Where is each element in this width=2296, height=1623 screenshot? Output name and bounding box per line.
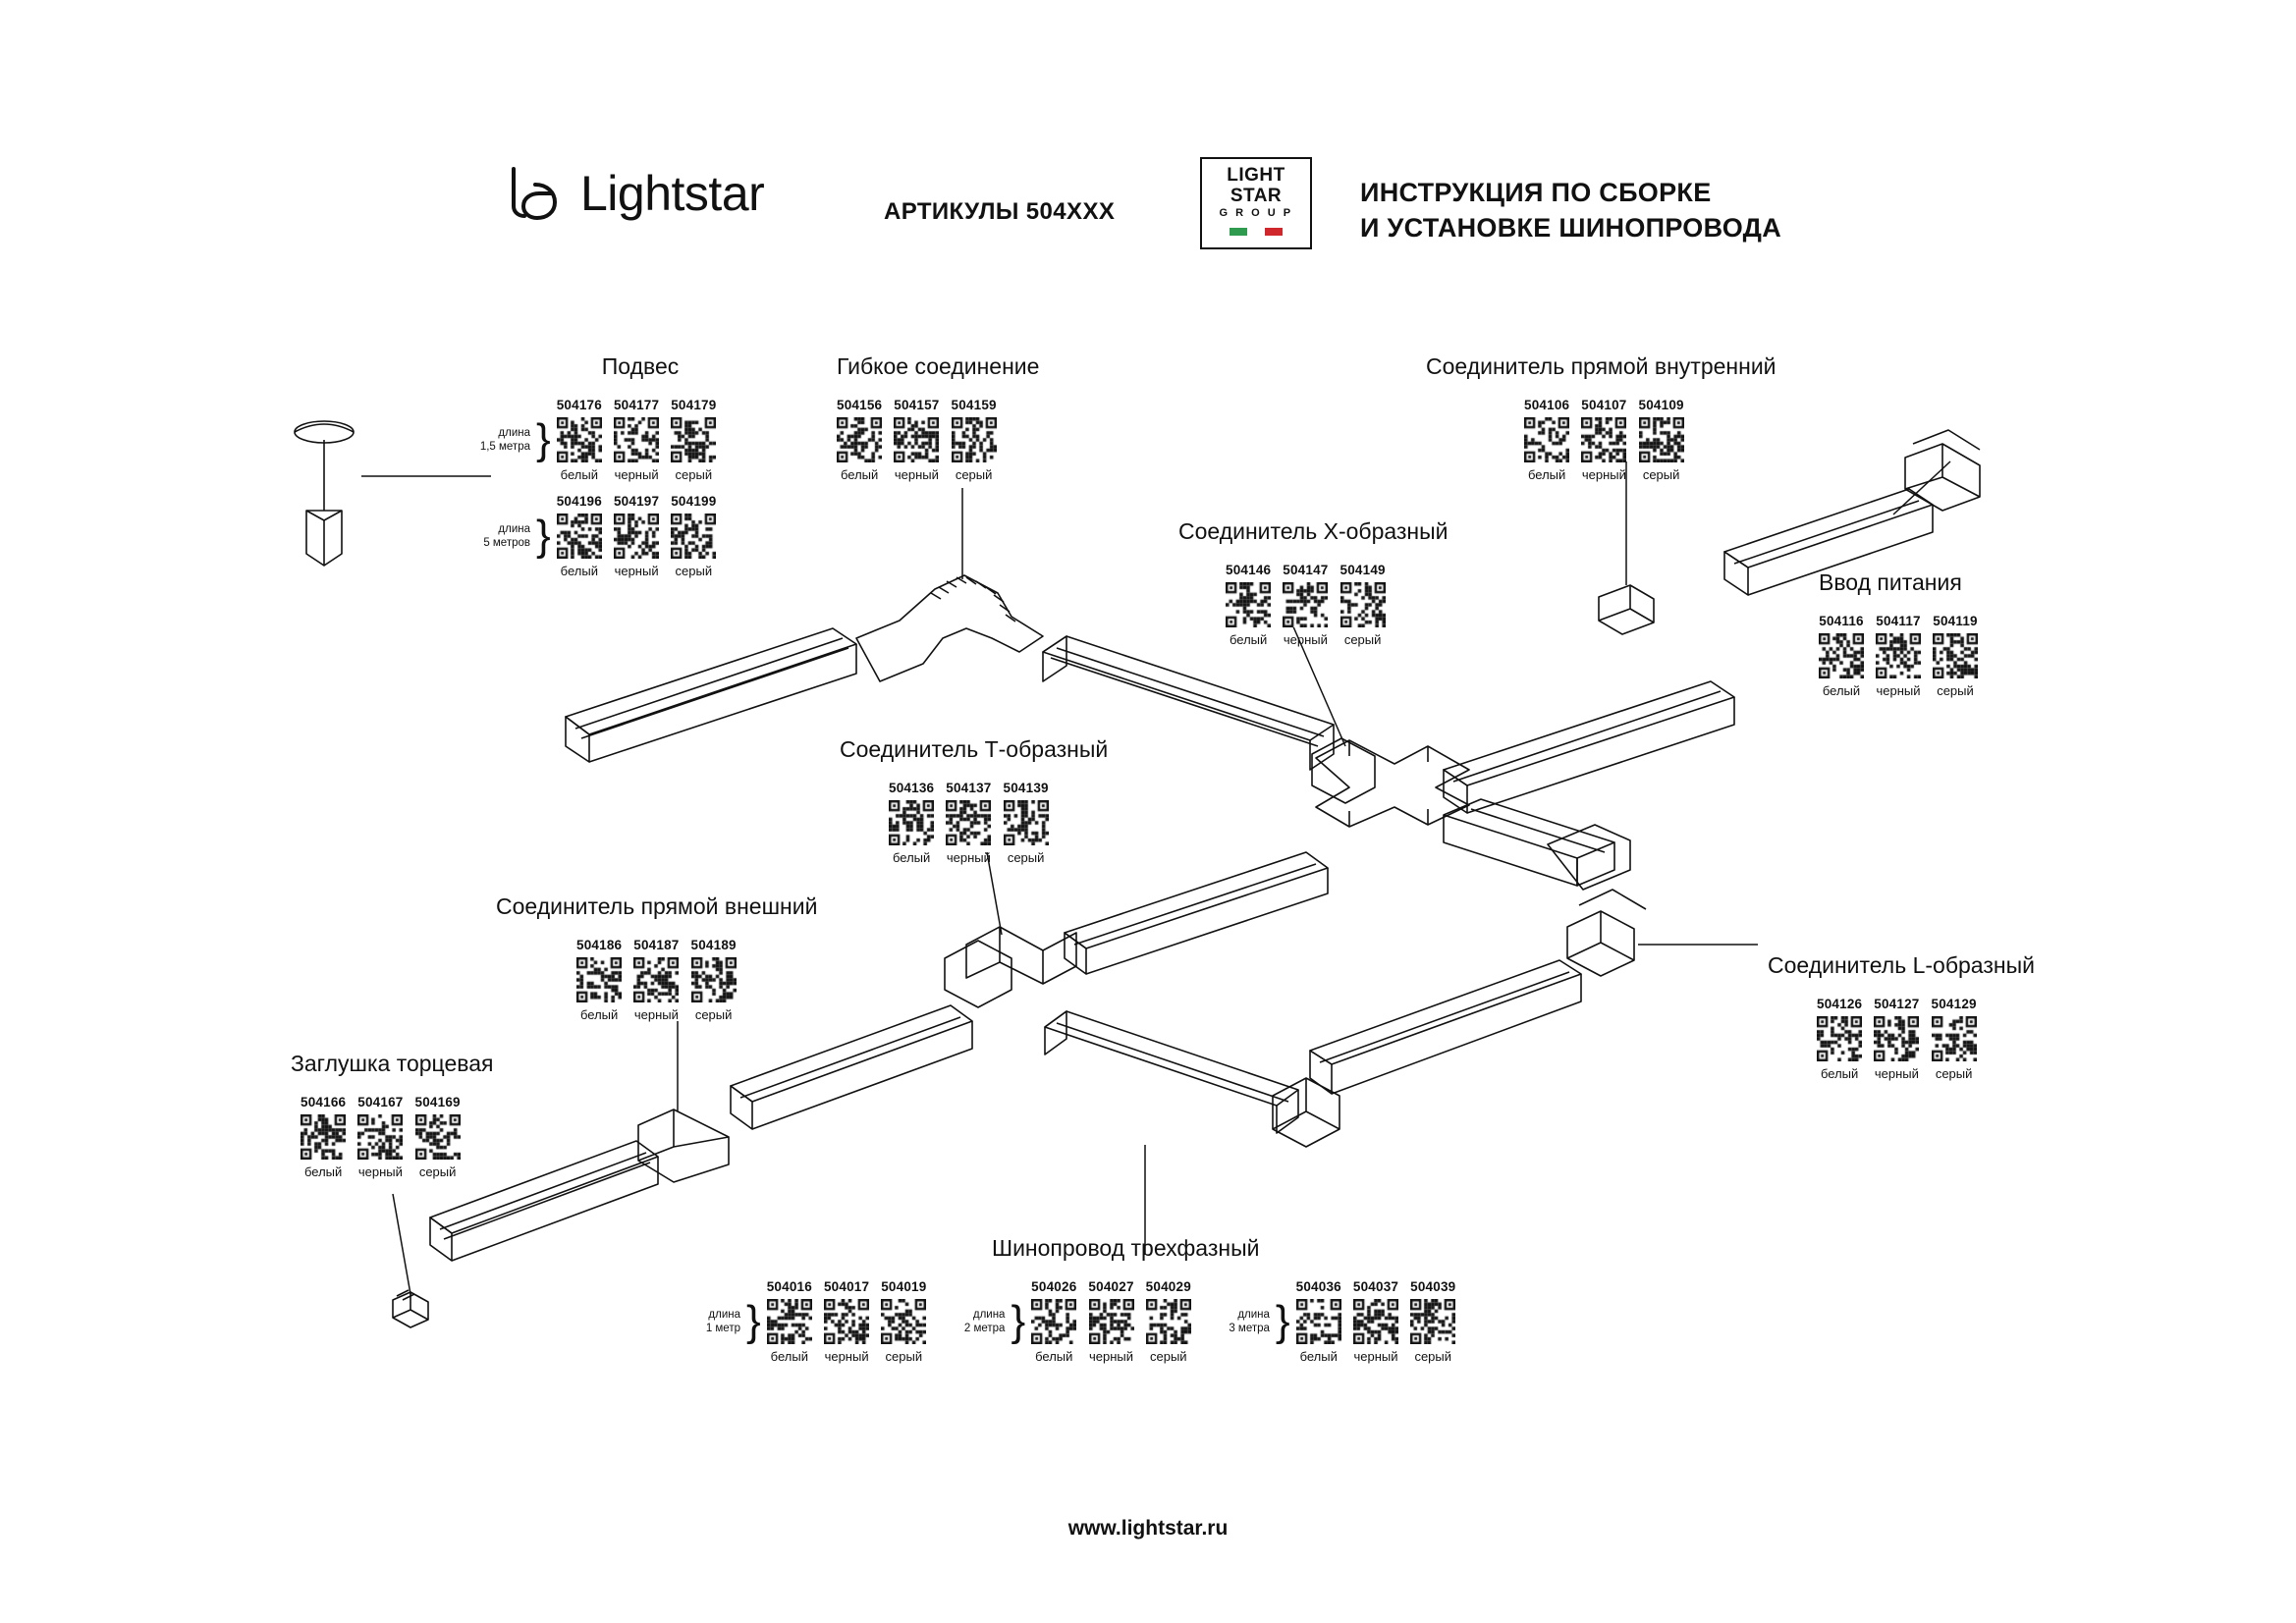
qr-code — [767, 1299, 812, 1344]
group-l-connector — [1768, 952, 2035, 1081]
code-item: 504027 черный — [1088, 1279, 1134, 1364]
qr-code — [1146, 1299, 1191, 1344]
track-row-1m — [687, 1279, 926, 1364]
qr-code — [557, 514, 602, 559]
qr-code — [557, 417, 602, 462]
code-item: 504197 черный — [613, 494, 660, 578]
code-item: 504157 черный — [894, 398, 940, 482]
codes-inner-straight — [1524, 398, 1777, 482]
qr-code — [1933, 633, 1978, 678]
qr-code — [633, 957, 679, 1002]
qr-code — [1524, 417, 1569, 462]
codes-flexible — [837, 398, 1039, 482]
qr-code — [1089, 1299, 1134, 1344]
brand-name: Lightstar — [580, 166, 765, 221]
codes-end-cap — [301, 1095, 493, 1179]
group-inner-straight — [1426, 353, 1777, 482]
code-item: 504017 черный — [823, 1279, 870, 1364]
group-title-t-connector: Соединитель Т-образный — [840, 736, 1109, 762]
footer-url[interactable]: www.lightstar.ru — [1067, 1517, 1229, 1540]
qr-code — [576, 957, 622, 1002]
group-title-end-cap: Заглушка торцевая — [291, 1051, 494, 1076]
qr-code — [1031, 1299, 1076, 1344]
code-item: 504019 серый — [881, 1279, 927, 1364]
group-suspension — [454, 353, 758, 578]
code-item: 504109 серый — [1638, 398, 1684, 482]
code-item: 504139 серый — [1003, 781, 1049, 865]
code-item: 504036 белый — [1295, 1279, 1341, 1364]
qr-code — [1226, 582, 1271, 627]
page-title-line-1: ИНСТРУКЦИЯ ПО СБОРКЕ — [1360, 178, 1712, 207]
codes-suspension-5m — [557, 494, 717, 578]
qr-code — [946, 800, 991, 845]
group-end-cap — [291, 1051, 493, 1179]
qr-code — [1639, 417, 1684, 462]
code-item: 504176 белый — [556, 398, 602, 482]
brace-icon: } — [746, 1297, 761, 1346]
qr-code — [671, 514, 716, 559]
code-item: 504137 черный — [946, 781, 992, 865]
track-row-3m — [1217, 1279, 1455, 1364]
qr-code — [889, 800, 934, 845]
codes-t-connector — [889, 781, 1108, 865]
code-item: 504106 белый — [1524, 398, 1570, 482]
qr-code — [1353, 1299, 1398, 1344]
group-t-connector — [840, 736, 1108, 865]
group-title-flexible: Гибкое соединение — [837, 353, 1040, 379]
length-label-2m: длина 2 метра — [963, 1308, 1006, 1334]
code-item: 504186 белый — [576, 938, 623, 1022]
group-track — [687, 1235, 1455, 1364]
badge-line-2: STAR — [1230, 186, 1283, 206]
page-title-line-2: И УСТАНОВКЕ ШИНОПРОВОДА — [1360, 213, 1782, 243]
group-title-track: Шинопровод трехфазный — [992, 1235, 1260, 1261]
group-title-x-connector: Соединитель Х-образный — [1178, 518, 1449, 544]
code-item: 504026 белый — [1031, 1279, 1077, 1364]
group-flexible — [837, 353, 1039, 482]
qr-code — [1817, 1016, 1862, 1061]
codes-power-input — [1819, 614, 1978, 698]
qr-code — [691, 957, 737, 1002]
badge-line-1: LIGHT — [1227, 165, 1285, 186]
qr-code — [894, 417, 939, 462]
group-title-suspension: Подвес — [601, 353, 680, 379]
brace-icon: } — [536, 512, 551, 561]
group-title-inner-straight: Соединитель прямой внутренний — [1426, 353, 1777, 379]
length-label-2: длина 5 метров — [483, 522, 530, 549]
code-item: 504159 серый — [951, 398, 997, 482]
qr-code — [824, 1299, 869, 1344]
code-item: 504149 серый — [1339, 563, 1386, 647]
code-item: 504177 черный — [613, 398, 660, 482]
group-title-l-connector: Соединитель L-образный — [1768, 952, 2035, 978]
qr-code — [1004, 800, 1049, 845]
code-item: 504029 серый — [1145, 1279, 1191, 1364]
code-item: 504136 белый — [889, 781, 935, 865]
brace-icon: } — [1011, 1297, 1026, 1346]
qr-code — [952, 417, 997, 462]
code-item: 504179 серый — [671, 398, 717, 482]
code-item: 504119 серый — [1933, 614, 1978, 698]
code-item: 504199 серый — [671, 494, 717, 578]
qr-code — [1819, 633, 1864, 678]
code-item: 504156 белый — [837, 398, 883, 482]
code-item: 504187 черный — [633, 938, 680, 1022]
qr-code — [301, 1114, 346, 1160]
code-item: 504037 черный — [1352, 1279, 1399, 1364]
code-item: 504039 серый — [1410, 1279, 1456, 1364]
qr-code — [1410, 1299, 1455, 1344]
code-item: 504169 серый — [414, 1095, 461, 1179]
qr-code — [881, 1299, 926, 1344]
group-title-power-input: Ввод питания — [1819, 569, 1962, 595]
qr-code — [837, 417, 882, 462]
length-label-1: длина 1,5 метра — [479, 426, 530, 453]
codes-x-connector — [1226, 563, 1449, 647]
code-item: 504167 черный — [357, 1095, 404, 1179]
code-item: 504189 серый — [690, 938, 737, 1022]
group-x-connector — [1178, 518, 1449, 647]
qr-code — [415, 1114, 461, 1160]
brace-icon: } — [1275, 1297, 1290, 1346]
qr-code — [671, 417, 716, 462]
qr-code — [1340, 582, 1386, 627]
code-item: 504127 черный — [1874, 997, 1920, 1081]
qr-code — [1876, 633, 1921, 678]
codes-suspension-1.5m — [557, 398, 717, 482]
codes-outer-straight — [576, 938, 817, 1022]
articles-label: АРТИКУЛЫ 504ХХХ — [884, 198, 1116, 225]
code-item: 504146 белый — [1226, 563, 1272, 647]
code-item: 504126 белый — [1817, 997, 1863, 1081]
codes-l-connector — [1817, 997, 2035, 1081]
qr-code — [1932, 1016, 1977, 1061]
qr-code — [614, 417, 659, 462]
qr-code — [614, 514, 659, 559]
code-item: 504129 серый — [1931, 997, 1977, 1081]
code-item: 504196 белый — [556, 494, 602, 578]
badge-line-3: G R O U P — [1219, 207, 1293, 219]
track-row-2m — [952, 1279, 1190, 1364]
qr-code — [1283, 582, 1328, 627]
code-item: 504016 белый — [766, 1279, 812, 1364]
qr-code — [1581, 417, 1626, 462]
code-item: 504147 черный — [1283, 563, 1329, 647]
code-item: 504166 белый — [301, 1095, 347, 1179]
qr-code — [1296, 1299, 1341, 1344]
group-title-outer-straight: Соединитель прямой внешний — [496, 893, 818, 919]
code-item: 504117 черный — [1876, 614, 1921, 698]
length-label-3m: длина 3 метра — [1229, 1308, 1270, 1334]
code-item: 504107 черный — [1581, 398, 1627, 482]
group-power-input — [1819, 569, 1978, 698]
brace-icon: } — [536, 415, 551, 464]
qr-code — [1874, 1016, 1919, 1061]
code-item: 504116 белый — [1819, 614, 1864, 698]
qr-code — [357, 1114, 403, 1160]
group-outer-straight — [496, 893, 817, 1022]
length-label-1m: длина 1 метр — [705, 1308, 740, 1334]
